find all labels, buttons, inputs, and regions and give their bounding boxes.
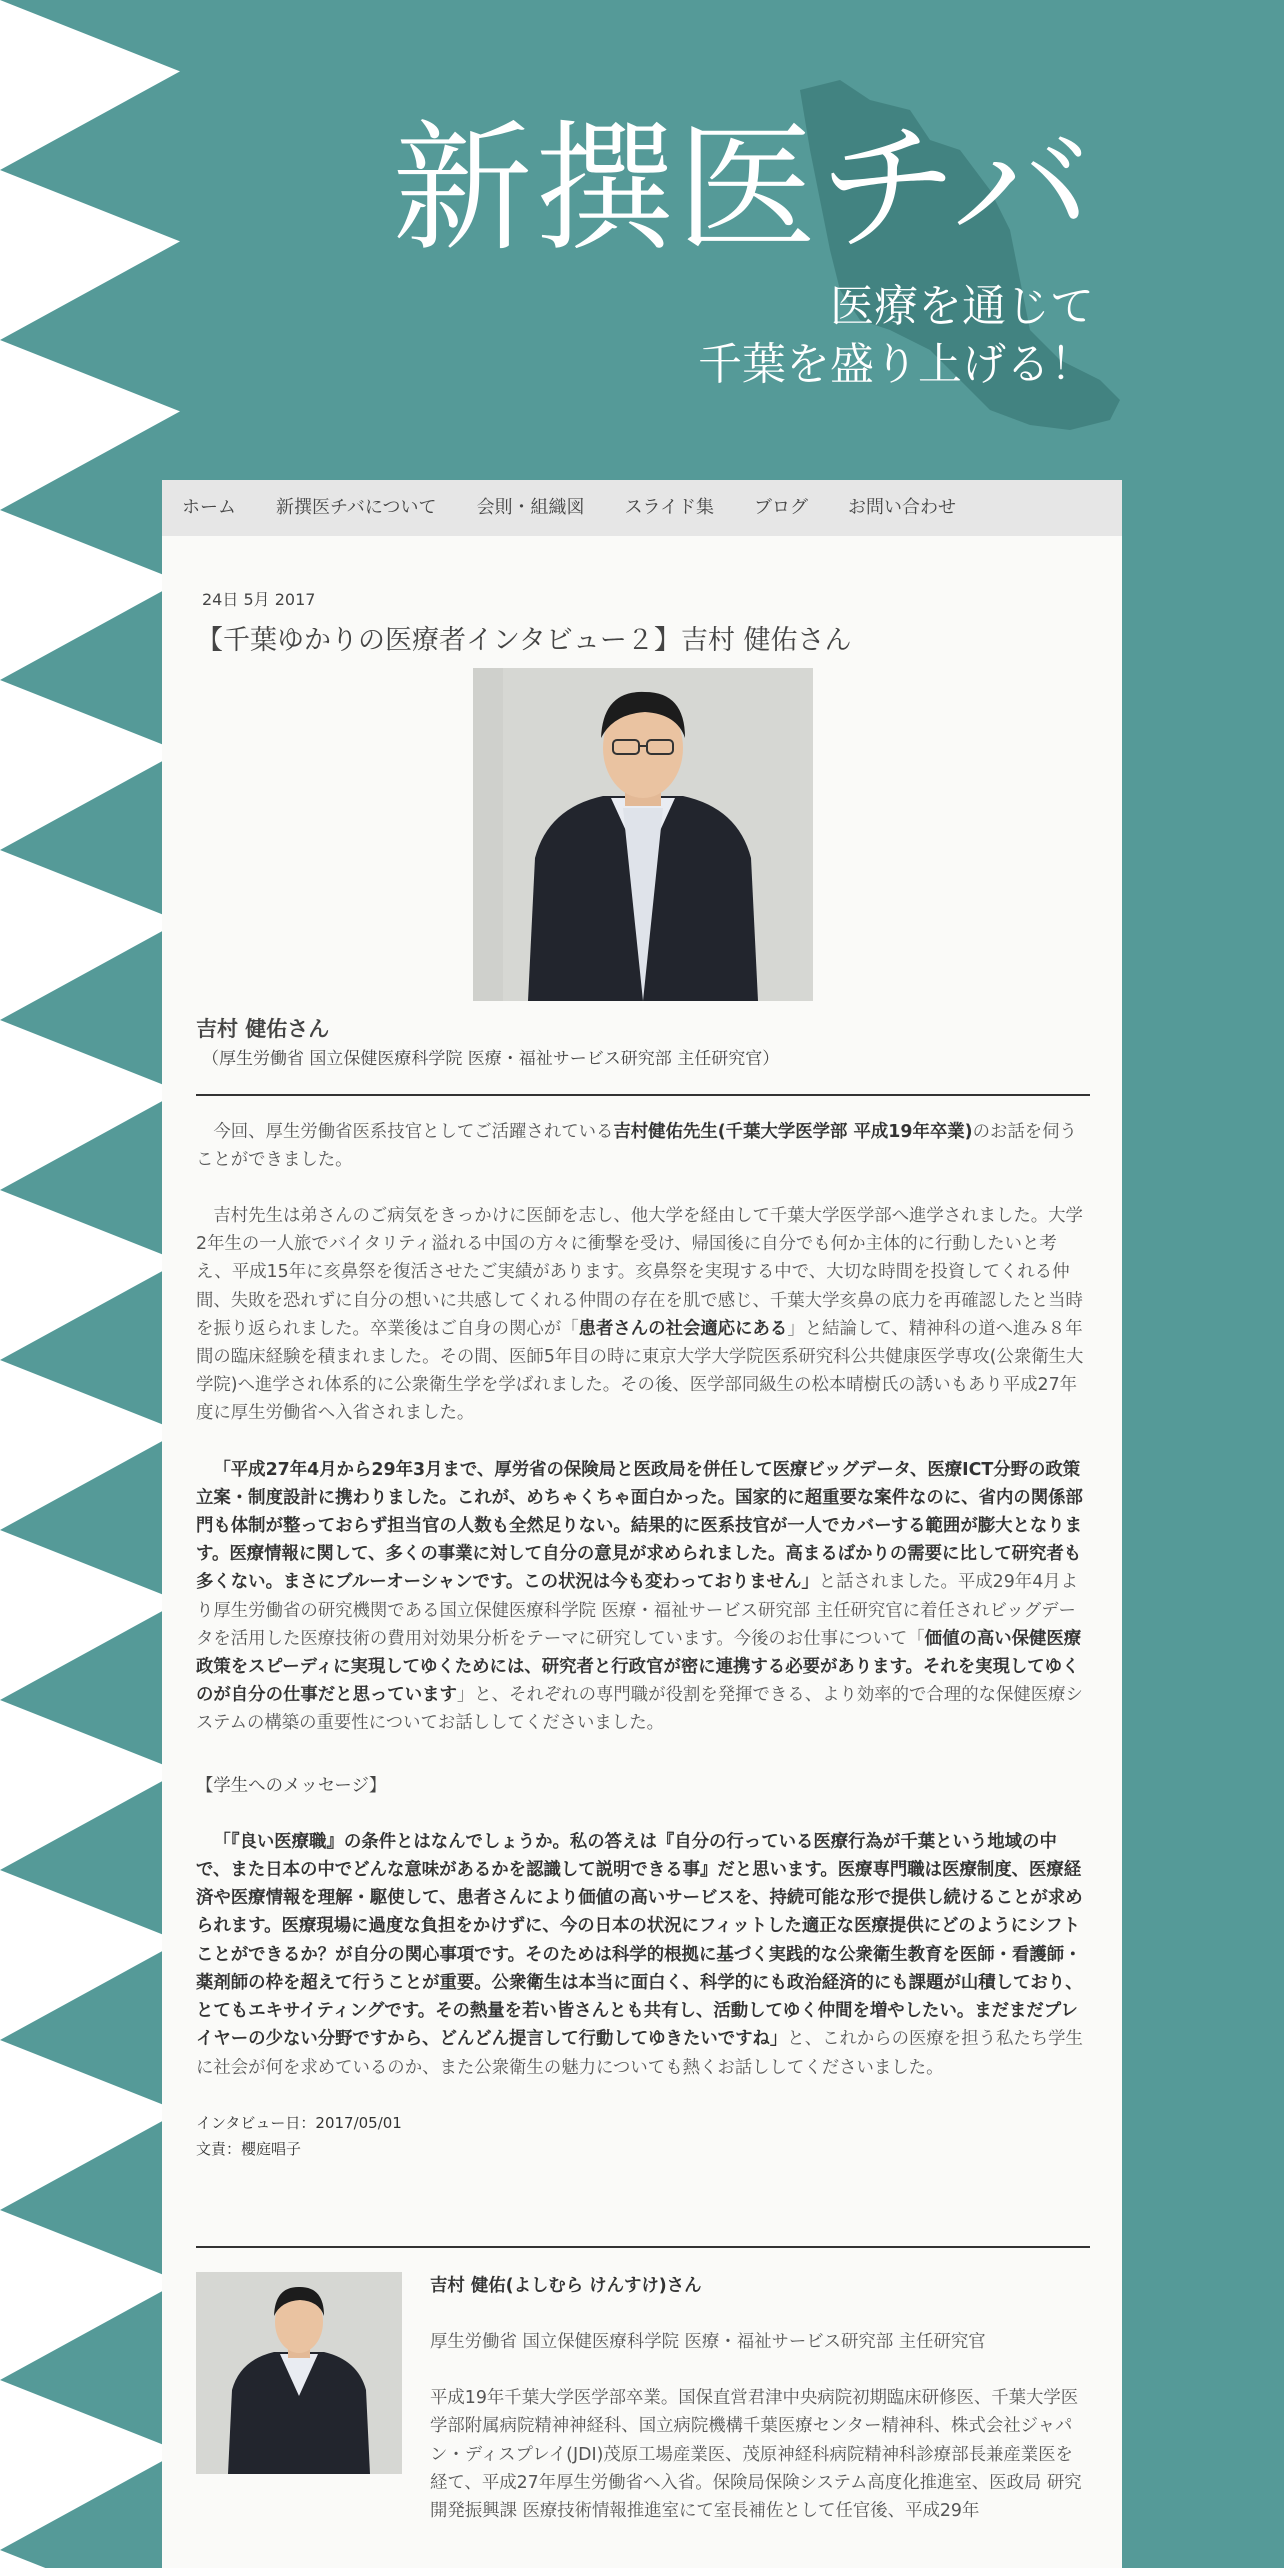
text-span: 」と結論して、精神科の道へ進み８年間の臨床経験を積まれました。その間、医師5年目の時に東京大学大学院医系研究科公共健康医学専攻(公衆衛生大学院)へ進学され体系的に公衆衛生学を学ばれました。その後、医学部同級生の松本晴樹氏の誘いもあり平成27年度に厚生労働省へ入省されました。: [196, 1318, 1084, 1424]
bold-span: 「『良い医療職』の条件とはなんでしょうか。私の答えは『自分の行っている医療行為が千葉という地域の中で、また日本の中でどんな意味があるかを認識して説明できる事』だと思います。医療専門職は医療制度、医療経済や医療情報を理解・駆使して、患者さんにより価値の高いサービスを、持続可能な形で提供し続けることが求められます。医療現場に過度な負担をかけずに、今の日本の状況にフィットした適正な医療提供にどのようにシフトことができるか？が自分の関心事項です。そのためは科学的根拠に基づく実践的な公衆衛生教育を医師・看護師・薬剤師の枠を超えて行うことが重要。公衆衛生は本当に面白く、科学的にも政治経済的にも課題が山積しており、とてもエキサイティングです。その熱量を若い皆さんとも共有し、活動してゆく仲間を増やしたい。まだまだプレイヤーの少ない分野ですから、どんどん提言して行動してゆきたいですね」: [196, 1831, 1083, 2050]
text-span: 今回、厚生労働省医系技官としてご活躍されている: [213, 1121, 614, 1142]
site-title[interactable]: 新撰医チバ: [392, 108, 1094, 271]
post-meta: [196, 2110, 1090, 2162]
divider: [196, 2246, 1090, 2248]
text-span: 」と、それぞれの専門職が役割を発揮できる、より効率的で合理的な保健医療システムの構築の重要性についてお話ししてくださいました。: [196, 1685, 1083, 1734]
bold-span: 吉村健佑先生(千葉大学医学部 平成19年卒業): [613, 1121, 973, 1142]
post-title[interactable]: 【千葉ゆかりの医療者インタビュー２】吉村 健佑さん: [196, 625, 852, 657]
person-photo-icon: [196, 2272, 402, 2474]
profile-photo: [196, 2272, 402, 2474]
blog-post: [162, 536, 1122, 2525]
site-tagline: [698, 278, 1094, 394]
text-span: と話されました。平成29年4月より厚生労働省の研究機関である国立保健医療科学院 医療・福祉サービス研究部 主任研究官に着任されビッグデータを活用した医療技術の費用対効果分析をテーマに研究しています。今後のお仕事について「: [196, 1572, 1079, 1649]
nav-item-blog[interactable]: ブログ: [754, 497, 809, 518]
nav-item-home[interactable]: ホーム: [182, 497, 236, 518]
bold-span: 価値の高い保健医療政策をスピーディに実現してゆくためには、研究者と行政官が密に連携する必要があります。それを実現してゆくのが自分の仕事だと思っています: [196, 1628, 1082, 1706]
paragraph-message: [196, 1828, 1090, 2082]
nav-item-about[interactable]: 新撰医チバについて: [276, 497, 437, 518]
person-photo-icon: [473, 668, 813, 1001]
paragraph-career: [196, 1456, 1090, 1738]
nav-item-rules[interactable]: 会則・組織図: [476, 497, 585, 518]
tagline-line-2: 千葉を盛り上げる！: [698, 339, 1094, 390]
profile-bio: 平成19年千葉大学医学部卒業。国保直営君津中央病院初期臨床研修医、千葉大学医学部附属病院精神神経科、国立病院機構千葉医療センター精神科、株式会社ジャパン・ディスプレイ(JDI)茂原工場産業医、茂原神経科病院精神科診療部長兼産業医を経て、平成27年厚生労働省へ入省。保険局保険システム高度化推進室、医政局 研究開発振興課 医療技術情報推進室にて室長補佐として任官後、平成29年: [430, 2388, 1082, 2521]
interviewee-name: 吉村 健佑さん: [196, 1017, 330, 1042]
main-nav: [162, 480, 1122, 536]
divider: [196, 1094, 1090, 1096]
interview-date: インタビュー日：2017/05/01: [196, 2113, 402, 2132]
profile-section: [196, 2272, 1090, 2525]
text-span: 吉村先生は弟さんのご病気をきっかけに医師を志し、他大学を経由して千葉大学医学部へ進学されました。大学2年生の一人旅でバイタリティ溢れる中国の方々に衝撃を受け、帰国後に自分でも何か主体的に行動したいと考え、平成15年に亥鼻祭を復活させたご実績があります。亥鼻祭を実現する中で、大切な時間を投資してくれる仲間、失敗を恐れずに自分の想いに共感してくれる仲間の存在を肌で感じ、千葉大学亥鼻の底力を再確認したと当時を振り返られました。卒業後はご自身の関心が「: [196, 1206, 1083, 1339]
bold-span: 患者さんの社会適応にある: [578, 1318, 788, 1339]
text-span: と、これからの医療を担う私たち学生に社会が何を求めているのか、また公衆衛生の魅力についても熱くお話ししてくださいました。: [196, 2029, 1083, 2078]
interviewee-photo: [473, 668, 813, 1001]
nav-item-slides[interactable]: スライド集: [624, 497, 715, 518]
bold-span: 「平成27年4月から29年3月まで、厚労省の保険局と医政局を併任して医療ビッグデータ、医療ICT分野の政策立案・制度設計に携わりました。これが、めちゃくちゃ面白かった。国家的に超重要な案件なのに、省内の関係部門も体制が整っておらず担当官の人数も全然足りない。結果的に医系技官が一人でカバーする範囲が膨大となります。医療情報に関して、多くの事業に対して自分の意見が求められました。高まるばかりの需要に比して研究者も多くない。まさにブルーオーシャンです。この状況は今も変わっておりません」: [196, 1459, 1083, 1593]
paragraph-intro: [196, 1118, 1090, 1174]
paragraph-background: [196, 1202, 1090, 1428]
zigzag-shape: [0, 0, 180, 2568]
interviewee-affiliation: （厚生労働省 国立保健医療科学院 医療・福祉サービス研究部 主任研究官）: [202, 1049, 780, 1070]
message-heading: 【学生へのメッセージ】: [196, 1775, 387, 1796]
post-date: 24日 5月 2017: [202, 590, 316, 609]
profile-text: [430, 2272, 1090, 2525]
post-author: 文責：櫻庭唱子: [196, 2139, 302, 2158]
profile-affiliation: 厚生労働省 国立保健医療科学院 医療・福祉サービス研究部 主任研究官: [430, 2331, 986, 2352]
text-span: のお話を伺うことができました。: [196, 1121, 1077, 1170]
tagline-line-1: 医療を通じて: [830, 281, 1094, 332]
content-area: [162, 536, 1122, 2568]
nav-item-contact[interactable]: お問い合わせ: [848, 497, 957, 518]
zigzag-decoration: [0, 0, 182, 2568]
profile-name: 吉村 健佑(よしむら けんすけ)さん: [430, 2275, 702, 2296]
